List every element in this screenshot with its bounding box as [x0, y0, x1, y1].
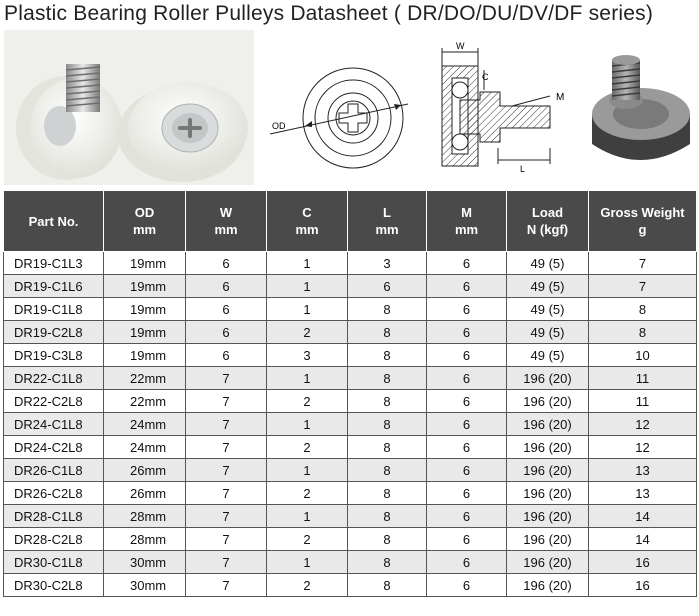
table-cell: DR22-C1L8 — [4, 367, 104, 390]
table-cell: 14 — [589, 505, 697, 528]
table-cell: 6 — [186, 321, 267, 344]
column-header — [104, 191, 186, 252]
table-cell: 196 (20) — [507, 551, 589, 574]
table-row — [4, 275, 697, 298]
table-row — [4, 551, 697, 574]
table-cell: 6 — [427, 505, 507, 528]
table-cell: 7 — [186, 436, 267, 459]
table-cell: 8 — [348, 459, 427, 482]
table-cell: DR28-C2L8 — [4, 528, 104, 551]
m-label: M — [556, 92, 565, 103]
table-cell: 196 (20) — [507, 367, 589, 390]
table-cell: 8 — [348, 551, 427, 574]
column-header-label: Part No. — [28, 213, 79, 229]
table-cell: 49 (5) — [507, 321, 589, 344]
column-header — [507, 191, 589, 252]
table-row — [4, 482, 697, 505]
table-cell: 16 — [589, 574, 697, 597]
table-cell: 1 — [267, 275, 348, 298]
table-cell: 6 — [348, 275, 427, 298]
table-cell: 8 — [348, 436, 427, 459]
table-cell: 16 — [589, 551, 697, 574]
table-cell: 19mm — [104, 298, 186, 321]
table-cell: DR28-C1L8 — [4, 505, 104, 528]
table-cell: DR24-C2L8 — [4, 436, 104, 459]
spec-table — [3, 190, 697, 597]
table-row — [4, 505, 697, 528]
table-cell: 12 — [589, 413, 697, 436]
table-cell: 6 — [186, 344, 267, 367]
table-cell: 11 — [589, 367, 697, 390]
table-cell: 6 — [186, 275, 267, 298]
table-cell: 30mm — [104, 574, 186, 597]
table-cell: 7 — [589, 252, 697, 275]
column-header-unit: mm — [214, 222, 238, 237]
table-cell: DR24-C1L8 — [4, 413, 104, 436]
table-cell: 28mm — [104, 505, 186, 528]
table-cell: 24mm — [104, 413, 186, 436]
table-cell: 7 — [186, 482, 267, 505]
table-cell: 8 — [348, 413, 427, 436]
table-cell: DR19-C1L6 — [4, 275, 104, 298]
table-cell: DR26-C1L8 — [4, 459, 104, 482]
table-cell: 7 — [186, 574, 267, 597]
table-cell: DR19-C1L3 — [4, 252, 104, 275]
table-cell: 19mm — [104, 344, 186, 367]
table-cell: 1 — [267, 367, 348, 390]
column-header-unit: mm — [132, 222, 157, 237]
table-cell: 1 — [267, 252, 348, 275]
table-cell: 7 — [186, 505, 267, 528]
column-header — [427, 191, 507, 252]
table-cell: 14 — [589, 528, 697, 551]
table-cell: 196 (20) — [507, 528, 589, 551]
column-header — [348, 191, 427, 252]
table-cell: DR22-C2L8 — [4, 390, 104, 413]
table-cell: 13 — [589, 459, 697, 482]
table-cell: 8 — [589, 321, 697, 344]
table-cell: 2 — [267, 436, 348, 459]
table-cell: 6 — [186, 252, 267, 275]
table-row — [4, 344, 697, 367]
table-cell: 196 (20) — [507, 436, 589, 459]
table-cell: 8 — [348, 367, 427, 390]
table-cell: 1 — [267, 459, 348, 482]
column-header — [4, 191, 104, 252]
table-cell: 6 — [427, 275, 507, 298]
table-cell: 22mm — [104, 390, 186, 413]
table-cell: 1 — [267, 551, 348, 574]
table-cell: 19mm — [104, 321, 186, 344]
product-render — [586, 52, 694, 167]
table-cell: 8 — [348, 344, 427, 367]
table-cell: 7 — [186, 367, 267, 390]
table-cell: 10 — [589, 344, 697, 367]
table-cell: 6 — [186, 298, 267, 321]
table-row — [4, 367, 697, 390]
table-cell: 26mm — [104, 482, 186, 505]
table-cell: 8 — [348, 390, 427, 413]
table-cell: DR19-C3L8 — [4, 344, 104, 367]
table-row — [4, 390, 697, 413]
table-cell: 2 — [267, 482, 348, 505]
column-header-label: OD — [134, 205, 155, 220]
column-header — [186, 191, 267, 252]
table-cell: 8 — [348, 298, 427, 321]
table-cell: 2 — [267, 528, 348, 551]
table-cell: 196 (20) — [507, 459, 589, 482]
column-header-label: L — [383, 205, 391, 220]
table-cell: 11 — [589, 390, 697, 413]
column-header-label: W — [219, 205, 233, 220]
table-cell: DR30-C1L8 — [4, 551, 104, 574]
table-cell: 196 (20) — [507, 390, 589, 413]
table-cell: 6 — [427, 390, 507, 413]
table-cell: 196 (20) — [507, 574, 589, 597]
table-row — [4, 436, 697, 459]
column-header-unit: g — [638, 222, 647, 237]
table-cell: 19mm — [104, 252, 186, 275]
table-cell: 28mm — [104, 528, 186, 551]
table-row — [4, 321, 697, 344]
column-header-unit: mm — [295, 222, 319, 237]
c-label: C — [482, 72, 489, 82]
table-cell: 6 — [427, 367, 507, 390]
table-cell: 196 (20) — [507, 413, 589, 436]
table-cell: DR19-C1L8 — [4, 298, 104, 321]
table-cell: 6 — [427, 252, 507, 275]
table-cell: 7 — [186, 551, 267, 574]
table-cell: 49 (5) — [507, 298, 589, 321]
column-header-label: Load — [531, 205, 564, 220]
table-cell: 7 — [186, 413, 267, 436]
table-body — [4, 252, 697, 597]
column-header — [589, 191, 697, 252]
table-cell: DR26-C2L8 — [4, 482, 104, 505]
column-header-label: M — [461, 205, 472, 220]
table-cell: 6 — [427, 551, 507, 574]
table-cell: 6 — [427, 298, 507, 321]
column-header-label: Gross Weight — [600, 205, 685, 220]
table-cell: 7 — [589, 275, 697, 298]
page-title: Plastic Bearing Roller Pulleys Datasheet ( DR/DO/DU/DV/DF series) — [4, 2, 654, 25]
table-row — [4, 574, 697, 597]
column-header — [267, 191, 348, 252]
table-cell: 8 — [348, 528, 427, 551]
table-cell: 196 (20) — [507, 505, 589, 528]
table-cell: 2 — [267, 321, 348, 344]
table-cell: 1 — [267, 298, 348, 321]
table-cell: 8 — [589, 298, 697, 321]
table-cell: 13 — [589, 482, 697, 505]
table-cell: 6 — [427, 459, 507, 482]
table-cell: 1 — [267, 413, 348, 436]
table-cell: 6 — [427, 413, 507, 436]
table-cell: 8 — [348, 321, 427, 344]
table-cell: 26mm — [104, 459, 186, 482]
column-header-unit: mm — [454, 222, 479, 237]
column-header-unit: N (kgf) — [526, 222, 569, 237]
column-header-label: C — [302, 205, 312, 220]
table-cell: 7 — [186, 459, 267, 482]
table-cell: 19mm — [104, 275, 186, 298]
front-view-drawing — [268, 46, 418, 186]
table-row — [4, 413, 697, 436]
table-cell: 6 — [427, 436, 507, 459]
column-header-unit: mm — [375, 222, 399, 237]
table-cell: 196 (20) — [507, 482, 589, 505]
table-cell: 2 — [267, 390, 348, 413]
table-cell: 24mm — [104, 436, 186, 459]
section-view-drawing — [430, 40, 580, 180]
table-cell: 22mm — [104, 367, 186, 390]
table-cell: 49 (5) — [507, 275, 589, 298]
table-row — [4, 298, 697, 321]
table-cell: 3 — [348, 252, 427, 275]
table-row — [4, 252, 697, 275]
table-cell: 8 — [348, 482, 427, 505]
product-photo — [4, 30, 254, 185]
table-cell: 49 (5) — [507, 252, 589, 275]
od-label: OD — [272, 121, 286, 131]
table-row — [4, 528, 697, 551]
table-cell: 2 — [267, 574, 348, 597]
header-row — [4, 191, 697, 252]
table-cell: 12 — [589, 436, 697, 459]
table-cell: 30mm — [104, 551, 186, 574]
table-cell: 6 — [427, 528, 507, 551]
table-cell: 7 — [186, 390, 267, 413]
table-cell: DR19-C2L8 — [4, 321, 104, 344]
table-cell: 1 — [267, 505, 348, 528]
table-cell: 8 — [348, 574, 427, 597]
w-label: W — [456, 41, 465, 51]
table-row — [4, 459, 697, 482]
table-cell: 6 — [427, 321, 507, 344]
table-cell: 6 — [427, 482, 507, 505]
table-cell: 49 (5) — [507, 344, 589, 367]
table-cell: DR30-C2L8 — [4, 574, 104, 597]
table-cell: 6 — [427, 344, 507, 367]
table-cell: 8 — [348, 505, 427, 528]
table-cell: 7 — [186, 528, 267, 551]
table-cell: 6 — [427, 574, 507, 597]
table-cell: 3 — [267, 344, 348, 367]
l-label: L — [520, 164, 526, 174]
